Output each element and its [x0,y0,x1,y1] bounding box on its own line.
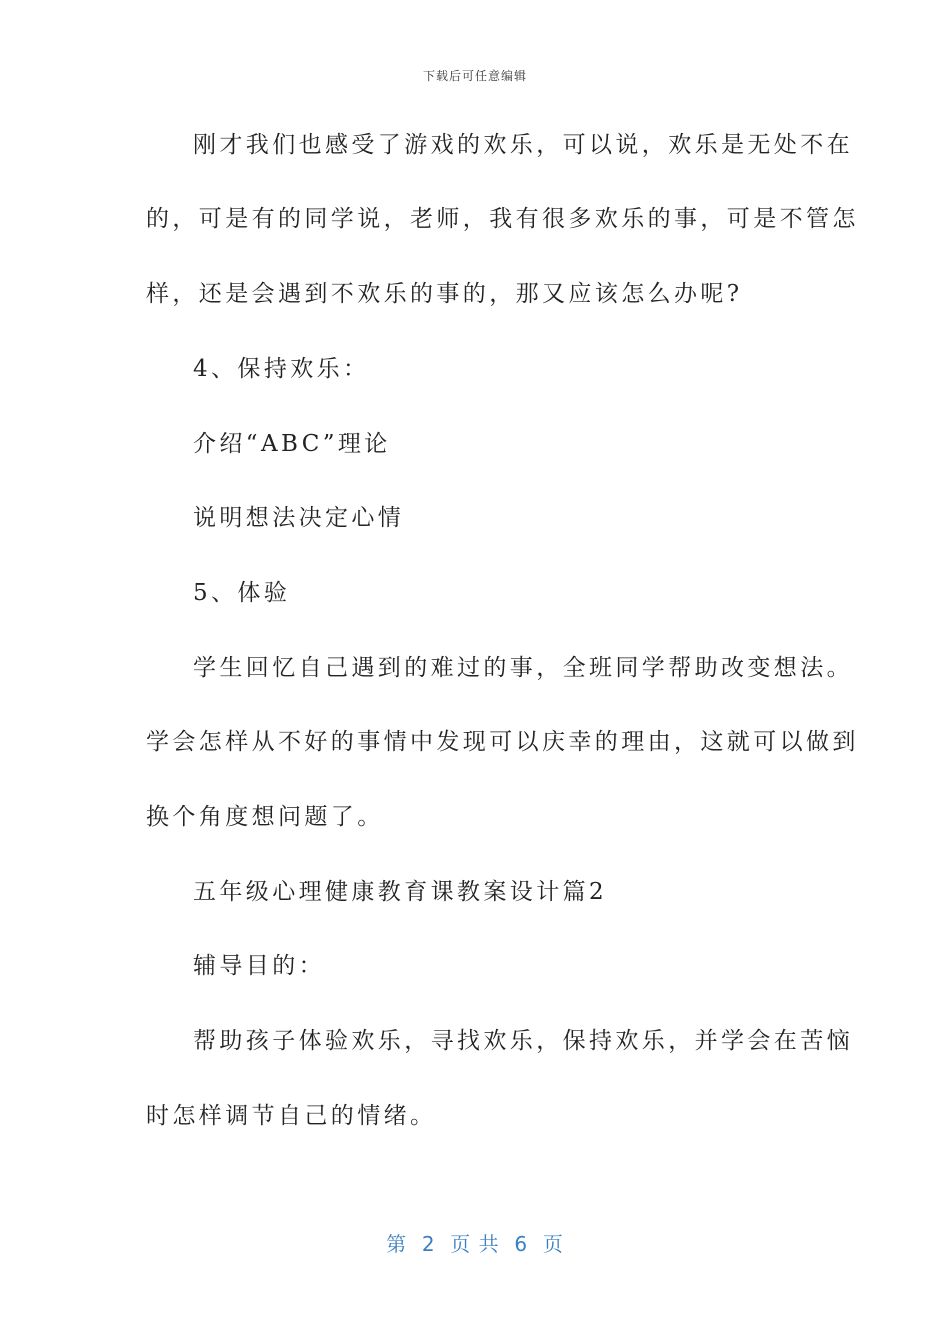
document-title: 五年级心理健康教育课教案设计篇2 [193,879,608,905]
section-heading: 辅导目的： [193,953,325,979]
paragraph-line: 换个角度想问题了。 [146,804,384,830]
page-number-footer: 第 2 页 共 6 页 [386,1232,564,1256]
section-heading: 5、体验 [193,580,291,606]
paragraph-line: 介绍“ABC”理论 [193,431,391,457]
paragraph-line: 时怎样调节自己的情绪。 [146,1103,437,1129]
paragraph-line: 帮助孩子体验欢乐，寻找欢乐，保持欢乐，并学会在苦恼 [193,1028,853,1054]
paragraph-line: 学会怎样从不好的事情中发现可以庆幸的理由，这就可以做到 [146,729,859,755]
page-header: 下载后可任意编辑 [422,69,527,83]
paragraph-line: 学生回忆自己遇到的难过的事，全班同学帮助改变想法。 [193,655,853,681]
paragraph-line: 的，可是有的同学说，老师，我有很多欢乐的事，可是不管怎 [146,206,859,232]
paragraph-line: 样，还是会遇到不欢乐的事的，那又应该怎么办呢? [146,281,743,307]
section-heading: 4、保持欢乐： [193,356,370,382]
paragraph-line: 说明想法决定心情 [193,505,405,531]
paragraph-line: 刚才我们也感受了游戏的欢乐，可以说，欢乐是无处不在 [193,132,853,158]
